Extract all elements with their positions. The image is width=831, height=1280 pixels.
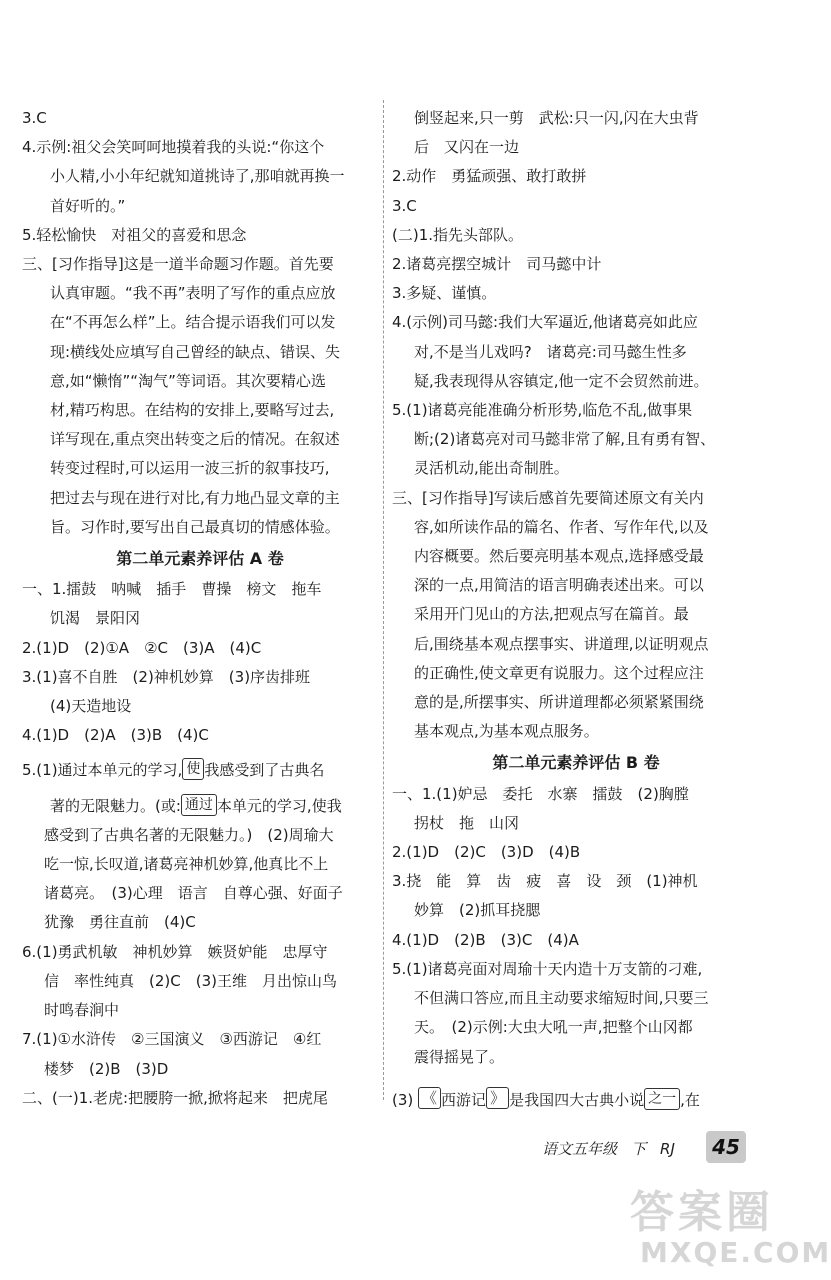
answer-line: (二)1.指先头部队。 <box>392 225 524 244</box>
answer-line: 详写现在,重点突出转变之后的情况。在叙述 <box>50 430 340 449</box>
section-a-lines <box>22 575 378 750</box>
answer-line: 基本观点,为基本观点服务。 <box>414 722 599 741</box>
answer-line: (4)天造地设 <box>50 697 132 716</box>
answer-line: 2.(1)D (2)C (3)D (4)B <box>392 843 581 862</box>
answer-line: 震得摇晃了。 <box>414 1047 505 1066</box>
right-column <box>392 104 760 1115</box>
answer-line: 诸葛亮。 (3)心理 语言 自尊心强、好面子 <box>44 884 343 903</box>
right-answer-lines <box>392 104 760 746</box>
answer-line: 认真审题。“我不再”表明了写作的重点应放 <box>50 284 336 303</box>
handwritten-correction-tongguo: 通过 <box>181 794 217 816</box>
section-b-title: 第二单元素养评估 B 卷 <box>492 753 660 773</box>
section-b-lines <box>392 780 760 1072</box>
answer-line: 材,精巧构思。在结构的安排上,要略写过去, <box>50 401 335 420</box>
answer-line: 把过去与现在进行对比,有力地凸显文章的主 <box>50 488 340 507</box>
answer-line: 拐杖 拖 山冈 <box>414 813 520 832</box>
answer-line: 意,如“懒惰”“淘气”等词语。其次要精心选 <box>50 371 326 390</box>
answer-line: 对,不是当儿戏吗? 诸葛亮:司马懿生性多 <box>414 342 687 361</box>
column-divider <box>383 100 384 1100</box>
q5-line-1: 5.(1)通过本单元的学习, 使 我感受到了古典名 <box>22 756 378 785</box>
left-answer-lines <box>22 104 378 542</box>
handwritten-insert-zhiyi: 之一 <box>644 1088 680 1110</box>
footer-term: 下 <box>631 1140 647 1158</box>
answer-line: 妙算 (2)抓耳挠腮 <box>414 901 541 920</box>
answer-line: 7.(1)①水浒传 ②三国演义 ③西游记 ④红 <box>22 1030 322 1049</box>
answer-line: 断;(2)诸葛亮对司马懿非常了解,且有勇有智、 <box>414 430 716 449</box>
answer-line: 3.(1)喜不自胜 (2)神机妙算 (3)序齿排班 <box>22 667 311 686</box>
answer-line: 在“不再怎么样”上。结合提示语我们可以发 <box>50 313 336 332</box>
answer-line: 2.诸葛亮摆空城计 司马懿中计 <box>392 255 602 274</box>
after-q5-lines <box>22 821 378 1113</box>
answer-line: 饥渴 景阳冈 <box>50 609 141 628</box>
answer-line: 倒竖起来,只一剪 武松:只一闪,闪在大虫背 <box>414 109 699 127</box>
answer-line: 后 又闪在一边 <box>414 138 520 157</box>
answer-line: 信 率性纯真 (2)C (3)王维 月出惊山鸟 <box>44 971 337 990</box>
answer-line: 5.(1)诸葛亮能准确分析形势,临危不乱,做事果 <box>392 401 693 420</box>
handwritten-book-mark-close: 》 <box>486 1087 509 1109</box>
answer-line: 一、1.擂鼓 呐喊 插手 曹操 榜文 拖车 <box>22 580 322 599</box>
answer-line: 疑,我表现得从容镇定,他一定不会贸然前进。 <box>414 371 709 390</box>
answer-line: 时鸣春涧中 <box>44 1001 120 1020</box>
answer-line: 犹豫 勇往直前 (4)C <box>44 913 196 932</box>
page-footer <box>542 1138 689 1159</box>
answer-line: 首好听的。” <box>50 196 126 215</box>
answer-line: 深的一点,用简洁的语言明确表述出来。可以 <box>414 576 704 595</box>
answer-line: 吃一惊,长叹道,诸葛亮神机妙算,他真比不上 <box>44 855 329 874</box>
q3-line: (3) 《 西游记 》 是我国四大古典小说 之一 ,在 <box>392 1088 700 1109</box>
watermark-line-1: 答案圈 <box>630 1187 774 1238</box>
answer-line: 意的是,所摆事实、所讲道理都必须紧紧围绕 <box>414 693 704 712</box>
answer-line: 三、[习作指导]这是一道半命题习作题。首先要 <box>22 255 334 274</box>
footer-subject: 语文五年级 <box>542 1140 618 1158</box>
answer-line: 现:横线处应填写自己曾经的缺点、错误、失 <box>50 342 341 361</box>
handwritten-correction-shi: 使 <box>182 758 204 780</box>
page-number: 45 <box>706 1131 746 1163</box>
watermark-logo <box>630 1187 831 1272</box>
footer-edition: RJ <box>660 1140 675 1158</box>
section-a-title: 第二单元素养评估 A 卷 <box>116 549 284 569</box>
answer-line: 的正确性,使文章更有说服力。这个过程应注 <box>414 663 704 682</box>
answer-line: 5.(1)诸葛亮面对周瑜十天内造十万支箭的刁难, <box>392 959 703 978</box>
answer-line: 2.(1)D (2)①A ②C (3)A (4)C <box>22 638 262 657</box>
answer-line: 二、(一)1.老虎:把腰胯一掀,掀将起来 把虎尾 <box>22 1088 328 1107</box>
answer-line: 楼梦 (2)B (3)D <box>44 1059 169 1078</box>
handwritten-book-mark-open: 《 <box>418 1087 441 1109</box>
answer-line: 转变过程时,可以运用一波三折的叙事技巧, <box>50 459 330 478</box>
left-column <box>22 104 378 1113</box>
answer-line: 天。 (2)示例:大虫大吼一声,把整个山冈都 <box>414 1018 693 1037</box>
answer-line: 灵活机动,能出奇制胜。 <box>414 459 569 478</box>
answer-line: 小人精,小小年纪就知道挑诗了,那咱就再换一 <box>50 167 345 186</box>
answer-line: 内容概要。然后要亮明基本观点,选择感受最 <box>414 547 704 566</box>
answer-line: 3.多疑、谨慎。 <box>392 284 497 303</box>
answer-line: 不但满口答应,而且主动要求缩短时间,只要三 <box>414 989 709 1008</box>
answer-line: 一、1.(1)妒忌 委托 水寨 擂鼓 (2)胸膛 <box>392 784 689 803</box>
answer-line: 3.C <box>392 196 417 215</box>
answer-line: 2.动作 勇猛顽强、敢打敢拼 <box>392 167 587 186</box>
answer-line: 4.(示例)司马懿:我们大军逼近,他诸葛亮如此应 <box>392 313 698 332</box>
watermark-line-2: MXQE.COM <box>640 1236 831 1269</box>
answer-line: 后,围绕基本观点摆事实、讲道理,以证明观点 <box>414 634 709 653</box>
answer-line: 5.轻松愉快 对祖父的喜爱和思念 <box>22 225 247 244</box>
answer-line: 4.(1)D (2)A (3)B (4)C <box>22 726 209 745</box>
answer-line: 旨。习作时,要写出自己最真切的情感体验。 <box>50 517 340 536</box>
answer-line: 容,如所读作品的篇名、作者、写作年代,以及 <box>414 517 709 536</box>
answer-line: 3.C <box>22 109 47 127</box>
answer-line: 三、[习作指导]写读后感首先要简述原文有关内 <box>392 488 704 507</box>
answer-line: 4.(1)D (2)B (3)C (4)A <box>392 930 579 949</box>
answer-line: 采用开门见山的方法,把观点写在篇首。最 <box>414 605 689 624</box>
answer-line: 3.挠 能 算 齿 疲 喜 设 颈 (1)神机 <box>392 872 698 891</box>
answer-line: 4.示例:祖父会笑呵呵地摸着我的头说:“你这个 <box>22 138 325 157</box>
answer-line: 感受到了古典名著的无限魅力。) (2)周瑜大 <box>44 825 334 844</box>
q5-line-2: 著的无限魅力。(或: 通过 本单元的学习,使我 <box>22 792 378 821</box>
answer-line: 6.(1)勇武机敏 神机妙算 嫉贤妒能 忠厚守 <box>22 942 328 961</box>
